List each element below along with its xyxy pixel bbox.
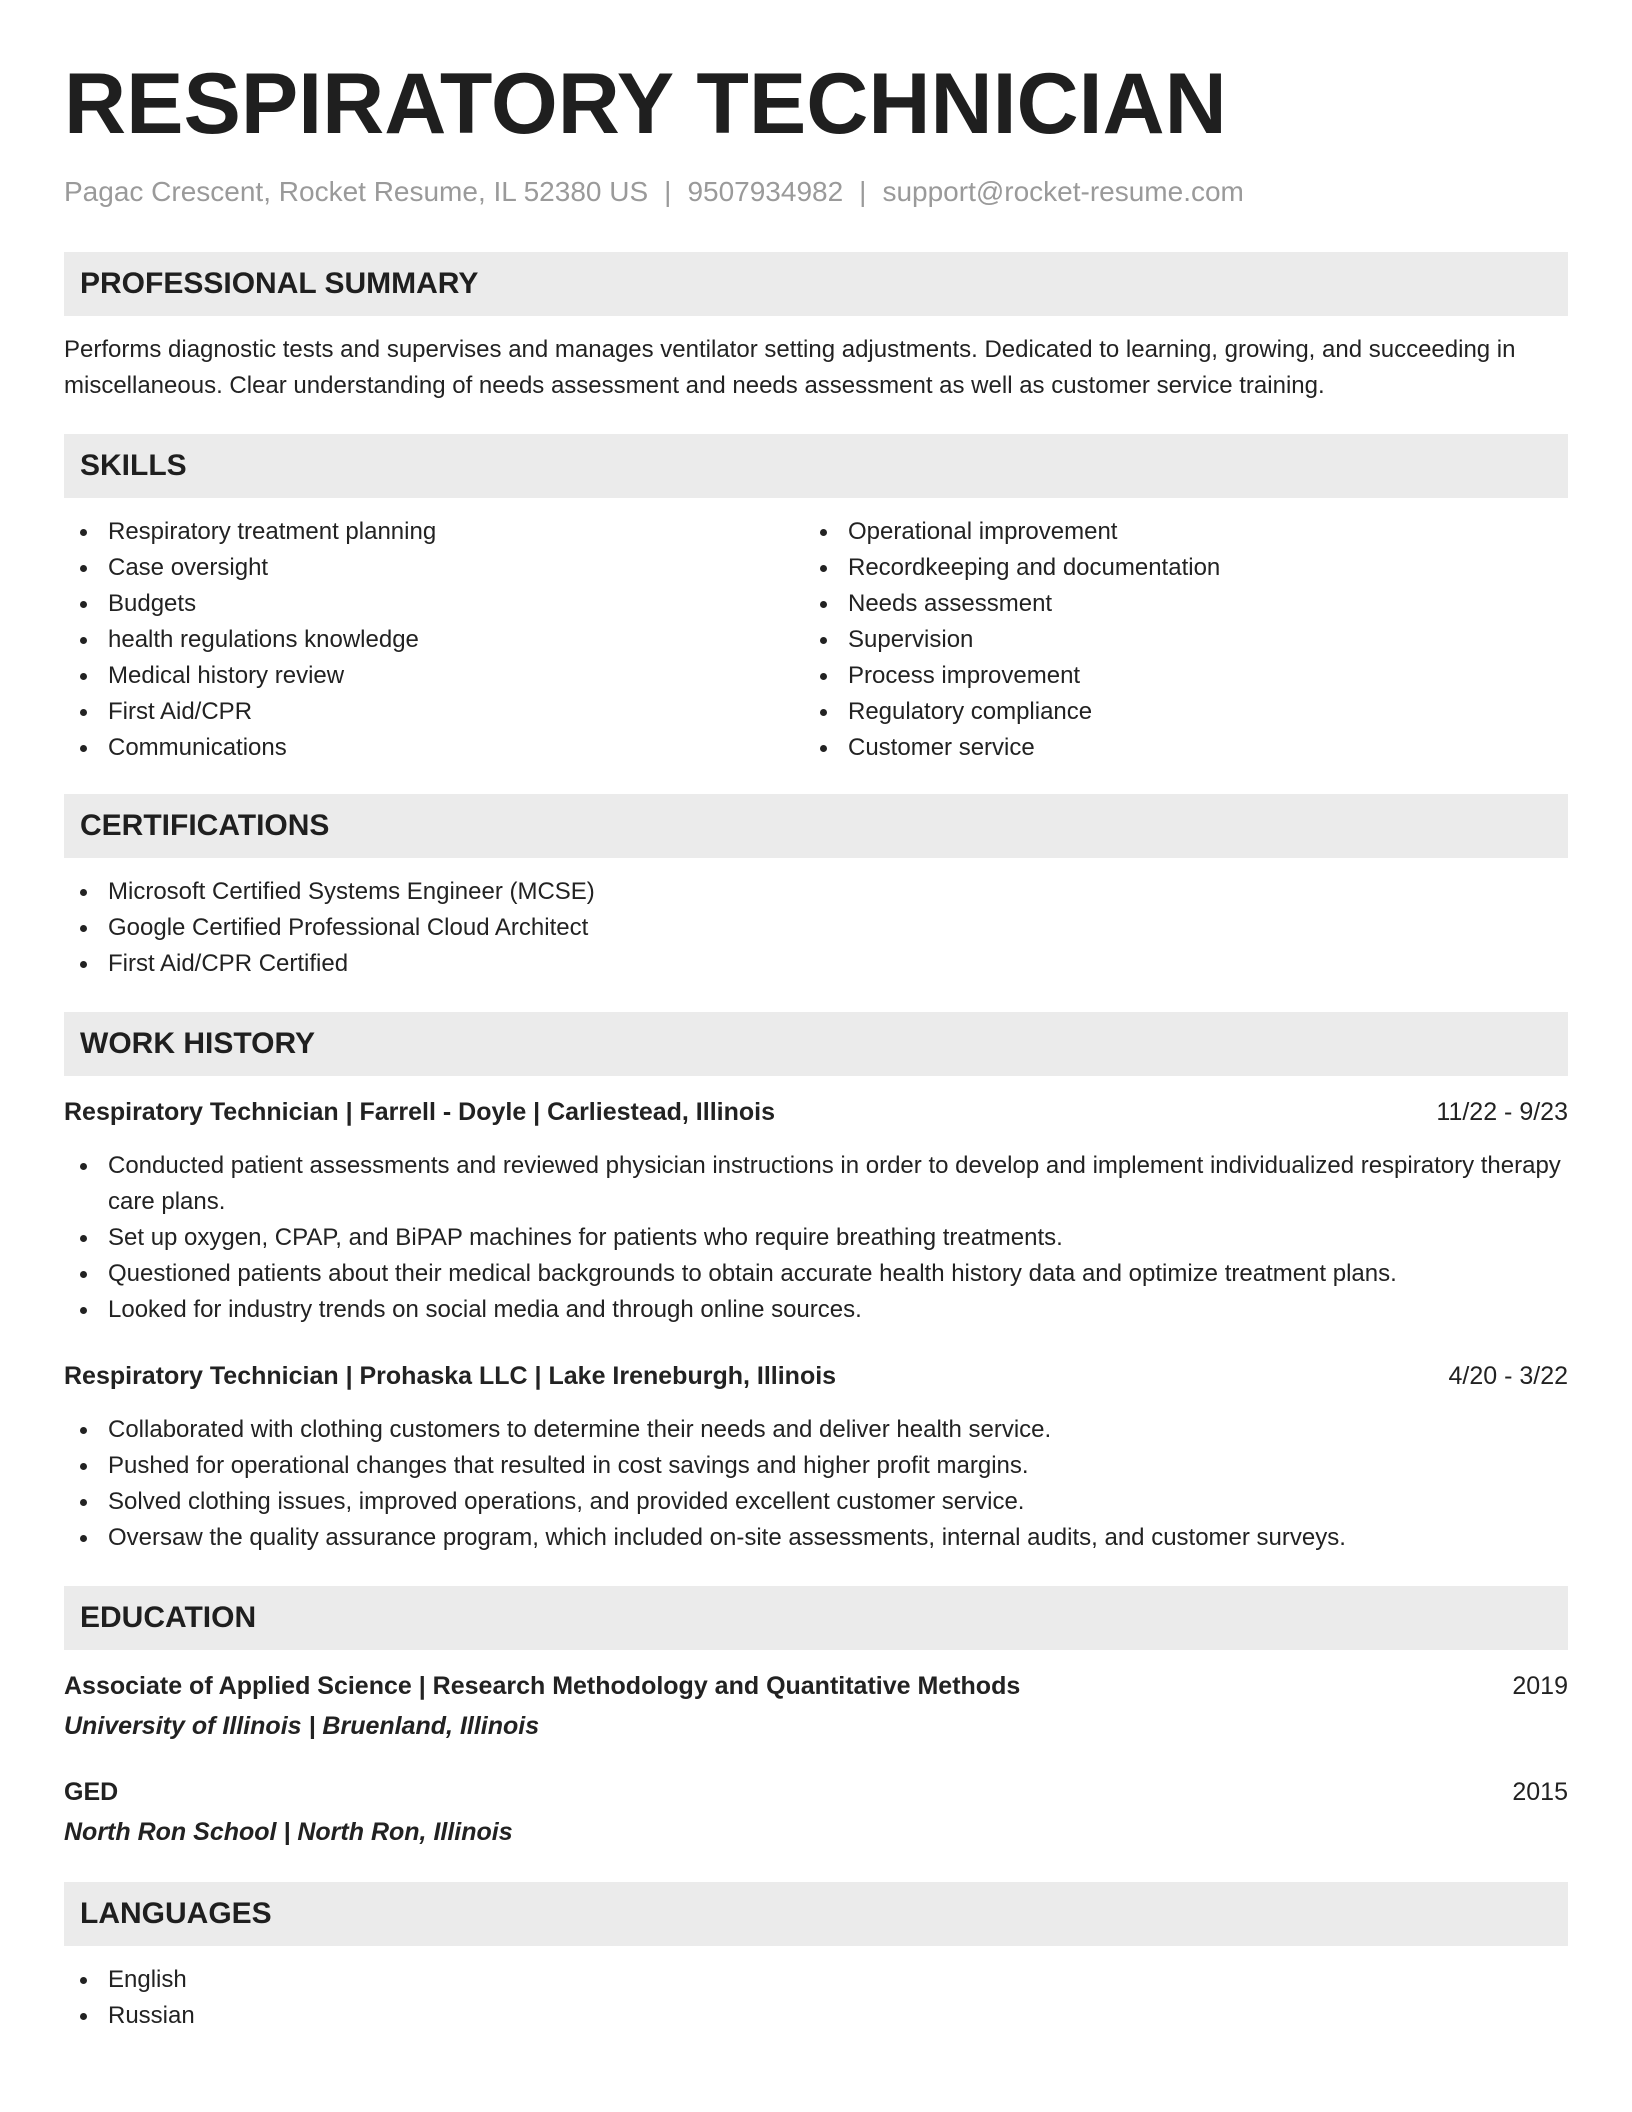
job-bullet: Conducted patient assessments and reviewed physician instructions in order to develop and implement individualized respiratory therapy care plans.: [64, 1148, 1568, 1220]
skills-column-left: [64, 514, 804, 766]
phone-number: 9507934982: [687, 176, 844, 207]
job-bullet: Pushed for operational changes that resulted in cost savings and higher profit margins.: [64, 1448, 1568, 1484]
skill-item: Budgets: [64, 586, 804, 622]
section-header-skills: SKILLS: [64, 434, 1568, 498]
education-header: [64, 1668, 1568, 1704]
certification-item: Google Certified Professional Cloud Architect: [64, 910, 1568, 946]
job-bullet: Oversaw the quality assurance program, which included on-site assessments, internal audits, and customer surveys.: [64, 1520, 1568, 1556]
job-bullet: Questioned patients about their medical backgrounds to obtain accurate health history data and optimize treatment plans.: [64, 1256, 1568, 1292]
email-address: support@rocket-resume.com: [882, 176, 1244, 207]
skills-list: [64, 514, 1568, 766]
address: Pagac Crescent, Rocket Resume, IL 52380 US: [64, 176, 649, 207]
job-dates: 11/22 - 9/23: [1436, 1098, 1568, 1126]
certification-item: First Aid/CPR Certified: [64, 946, 1568, 982]
skill-item: Respiratory treatment planning: [64, 514, 804, 550]
skill-item: Case oversight: [64, 550, 804, 586]
job-entry: [64, 1358, 1568, 1556]
education-header: [64, 1774, 1568, 1810]
section-header-summary: PROFESSIONAL SUMMARY: [64, 252, 1568, 316]
certification-item: Microsoft Certified Systems Engineer (MCSE): [64, 874, 1568, 910]
job-bullet: Set up oxygen, CPAP, and BiPAP machines for patients who require breathing treatments.: [64, 1220, 1568, 1256]
school-name: North Ron School | North Ron, Illinois: [64, 1818, 513, 1846]
job-bullets: [64, 1148, 1568, 1328]
section-header-education: EDUCATION: [64, 1586, 1568, 1650]
job-bullet: Solved clothing issues, improved operations, and provided excellent customer service.: [64, 1484, 1568, 1520]
education-entry: [64, 1774, 1568, 1850]
skill-item: Needs assessment: [804, 586, 1544, 622]
skill-item: Process improvement: [804, 658, 1544, 694]
skill-item: Customer service: [804, 730, 1544, 766]
job-title: Respiratory Technician | Prohaska LLC | Lake Ireneburgh, Illinois: [64, 1362, 837, 1390]
contact-separator: |: [859, 176, 867, 207]
degree-title: Associate of Applied Science | Research Methodology and Quantitative Methods: [64, 1672, 1021, 1700]
skill-item: Regulatory compliance: [804, 694, 1544, 730]
graduation-year: 2019: [1512, 1672, 1568, 1700]
job-bullets: [64, 1412, 1568, 1556]
skill-item: Medical history review: [64, 658, 804, 694]
language-item: Russian: [64, 1998, 1568, 2034]
candidate-name: RESPIRATORY TECHNICIAN: [64, 56, 1227, 152]
job-bullet: Collaborated with clothing customers to determine their needs and deliver health service.: [64, 1412, 1568, 1448]
job-entry: [64, 1094, 1568, 1328]
section-header-work-history: WORK HISTORY: [64, 1012, 1568, 1076]
degree-title: GED: [64, 1778, 119, 1806]
skill-item: health regulations knowledge: [64, 622, 804, 658]
language-item: English: [64, 1962, 1568, 1998]
section-header-languages: LANGUAGES: [64, 1882, 1568, 1946]
job-dates: 4/20 - 3/22: [1448, 1362, 1568, 1390]
certifications-list: [64, 874, 1568, 982]
job-header: [64, 1358, 1568, 1394]
skills-column-right: [804, 514, 1544, 766]
summary-text: Performs diagnostic tests and supervises and manages ventilator setting adjustments. Dedicated to learning, growing, and succeeding in miscellaneous. Clear understanding of needs assessment and needs assessment as well as customer service training.: [64, 336, 1516, 399]
skill-item: Operational improvement: [804, 514, 1544, 550]
skill-item: Supervision: [804, 622, 1544, 658]
job-bullet: Looked for industry trends on social media and through online sources.: [64, 1292, 1568, 1328]
languages-list: [64, 1962, 1568, 2034]
education-entry: [64, 1668, 1568, 1744]
skill-item: Recordkeeping and documentation: [804, 550, 1544, 586]
contact-separator: |: [664, 176, 672, 207]
section-header-certifications: CERTIFICATIONS: [64, 794, 1568, 858]
skill-item: First Aid/CPR: [64, 694, 804, 730]
job-title: Respiratory Technician | Farrell - Doyle | Carliestead, Illinois: [64, 1098, 775, 1126]
job-header: [64, 1094, 1568, 1130]
contact-line: [64, 174, 1568, 210]
school-name: University of Illinois | Bruenland, Illinois: [64, 1712, 540, 1740]
skill-item: Communications: [64, 730, 804, 766]
graduation-year: 2015: [1512, 1778, 1568, 1806]
